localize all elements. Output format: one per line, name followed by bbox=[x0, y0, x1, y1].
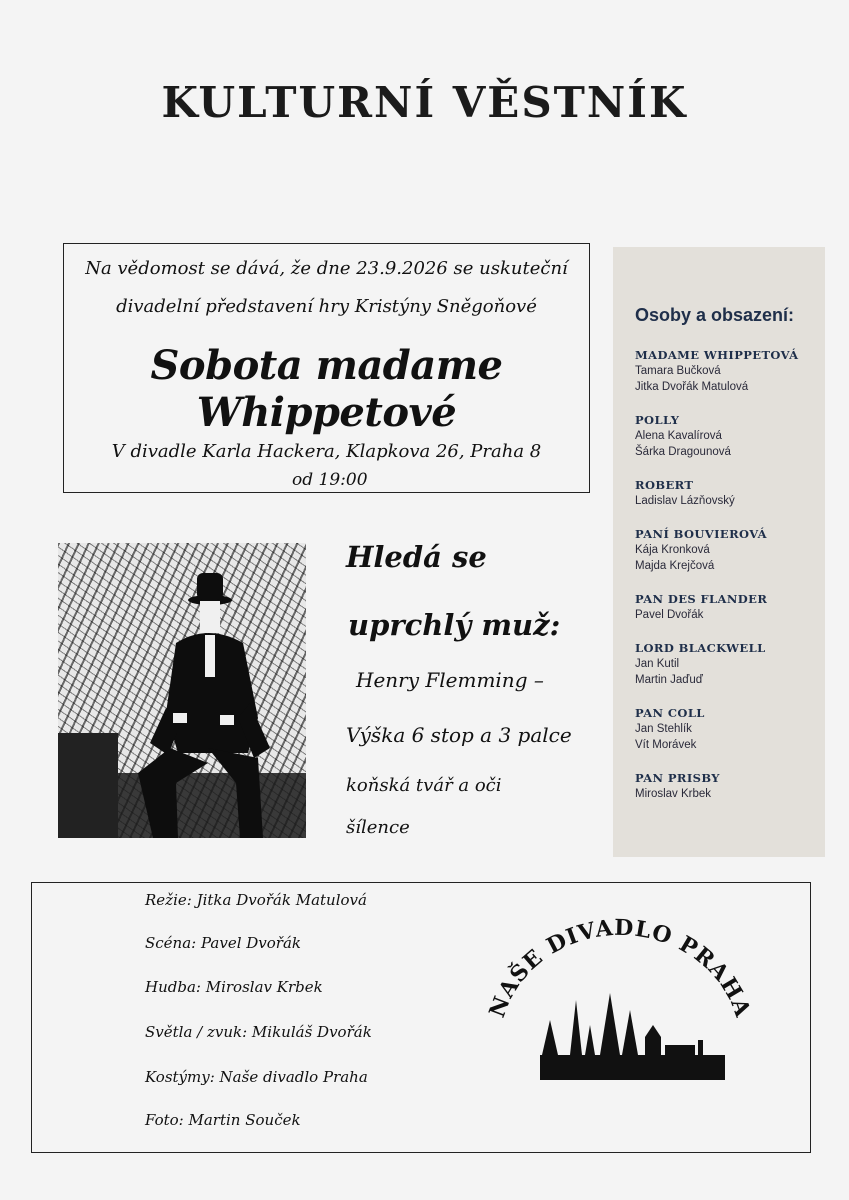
credit-director: Režie: Jitka Dvořák Matulová bbox=[145, 891, 367, 909]
cast-actor: Vít Morávek bbox=[635, 739, 697, 751]
cast-role: PAN DES FLANDER bbox=[635, 592, 768, 606]
cast-actor: Jan Kutil bbox=[635, 658, 680, 670]
cast-actor: Kája Kronková bbox=[635, 544, 710, 556]
cast-role: MADAME WHIPPETOVÁ bbox=[635, 348, 799, 362]
announcement-intro-line-2: divadelní představení hry Kristýny Sněgoňové bbox=[116, 296, 537, 317]
credit-photo: Foto: Martin Souček bbox=[145, 1111, 301, 1129]
masthead-title: KULTURNÍ VĚSTNÍK bbox=[161, 78, 688, 127]
cast-actor: Pavel Dvořák bbox=[635, 609, 704, 621]
announcement-box bbox=[63, 243, 590, 493]
cast-role: LORD BLACKWELL bbox=[635, 641, 766, 655]
logo-text: NAŠE DIVADLO PRAHA bbox=[484, 914, 756, 1021]
credit-music: Hudba: Miroslav Krbek bbox=[145, 978, 323, 996]
cast-role: PANÍ BOUVIEROVÁ bbox=[635, 527, 768, 541]
man-in-hat-illustration bbox=[58, 543, 306, 838]
cast-actor: Tamara Bučková bbox=[635, 365, 721, 377]
cast-role: PAN COLL bbox=[635, 706, 705, 720]
svg-text:NAŠE DIVADLO PRAHA bbox=[484, 915, 756, 1021]
prague-skyline-icon bbox=[540, 993, 725, 1080]
cast-role: ROBERT bbox=[635, 478, 694, 492]
wanted-description-line-2: šílence bbox=[346, 817, 410, 838]
cast-panel bbox=[613, 247, 825, 857]
wanted-heading-line-2: uprchlý muž: bbox=[348, 608, 561, 642]
cast-group bbox=[635, 348, 825, 395]
cast-group bbox=[635, 478, 825, 509]
cast-group bbox=[635, 413, 825, 460]
cast-actor: Majda Krejčová bbox=[635, 560, 715, 572]
wanted-heading-line-1: Hledá se bbox=[346, 540, 487, 574]
cast-actor: Miroslav Krbek bbox=[635, 788, 712, 800]
cast-heading: Osoby a obsazení: bbox=[635, 305, 795, 325]
play-title: Sobota madame Whippetové bbox=[150, 342, 503, 436]
cast-actor: Jitka Dvořák Matulová bbox=[635, 381, 749, 393]
time-text: od 19:00 bbox=[292, 470, 368, 490]
wanted-name: Henry Flemming – bbox=[356, 668, 544, 692]
cast-group bbox=[635, 706, 825, 753]
cast-group bbox=[635, 771, 825, 802]
theatre-logo bbox=[470, 905, 770, 1105]
announcement-intro-line-1: Na vědomost se dává, že dne 23.9.2026 se uskuteční bbox=[85, 258, 568, 279]
cast-role: POLLY bbox=[635, 413, 680, 427]
venue-text: V divadle Karla Hackera, Klapkova 26, Praha 8 bbox=[111, 441, 542, 462]
man-photo bbox=[58, 543, 306, 838]
cast-actor: Alena Kavalírová bbox=[635, 430, 722, 442]
cast-group bbox=[635, 592, 825, 623]
wanted-description-line-1: koňská tvář a oči bbox=[346, 775, 502, 796]
cast-actor: Ladislav Lázňovský bbox=[635, 495, 735, 507]
cast-actor: Jan Stehlík bbox=[635, 723, 692, 735]
wanted-height: Výška 6 stop a 3 palce bbox=[346, 723, 572, 747]
cast-actor: Šárka Dragounová bbox=[635, 446, 731, 458]
cast-group bbox=[635, 641, 825, 688]
cast-actor: Martin Jaďuď bbox=[635, 674, 703, 686]
cast-group bbox=[635, 527, 825, 574]
credit-light-sound: Světla / zvuk: Mikuláš Dvořák bbox=[145, 1023, 372, 1041]
credit-set: Scéna: Pavel Dvořák bbox=[145, 934, 301, 952]
cast-role: PAN PRISBY bbox=[635, 771, 720, 785]
credit-costumes: Kostýmy: Naše divadlo Praha bbox=[145, 1068, 368, 1086]
